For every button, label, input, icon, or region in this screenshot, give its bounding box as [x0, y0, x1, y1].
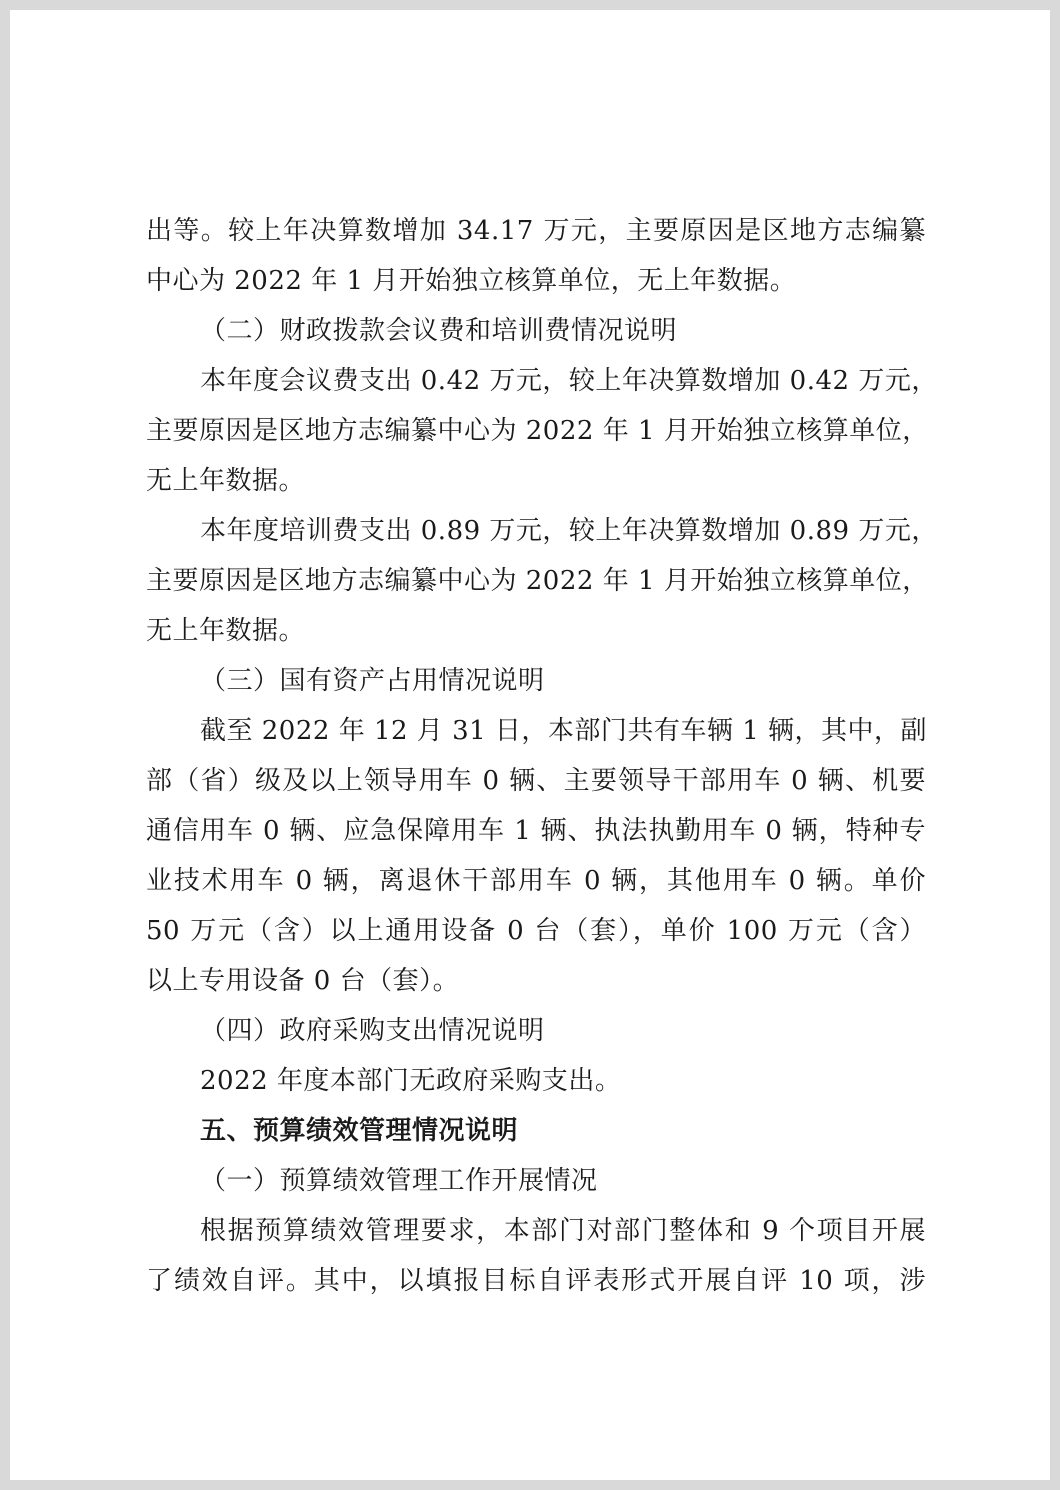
text-line: 根据预算绩效管理要求，本部门对部门整体和 9 个项目开展 — [200, 1216, 926, 1246]
text-line: 了绩效自评。其中，以填报目标自评表形式开展自评 10 项，涉 — [146, 1266, 926, 1296]
text-line: 主要原因是区地方志编纂中心为 2022 年 1 月开始独立核算单位， — [146, 416, 929, 446]
text-line: 通信用车 0 辆、应急保障用车 1 辆、执法执勤用车 0 辆，特种专 — [146, 816, 926, 846]
text-line: 部（省）级及以上领导用车 0 辆、主要领导干部用车 0 辆、机要 — [146, 766, 926, 796]
text-line: 截至 2022 年 12 月 31 日，本部门共有车辆 1 辆，其中，副 — [200, 716, 927, 746]
text-line: 中心为 2022 年 1 月开始独立核算单位，无上年数据。 — [146, 266, 797, 296]
section-heading: （四）政府采购支出情况说明 — [200, 1016, 545, 1046]
text-line: 2022 年度本部门无政府采购支出。 — [200, 1066, 622, 1096]
section-heading: （一）预算绩效管理工作开展情况 — [200, 1166, 598, 1196]
text-line: 本年度培训费支出 0.89 万元，较上年决算数增加 0.89 万元， — [200, 516, 938, 546]
text-line: 无上年数据。 — [146, 616, 306, 646]
document-page — [10, 10, 1050, 1480]
text-line: 出等。较上年决算数增加 34.17 万元，主要原因是区地方志编纂 — [146, 216, 926, 246]
chapter-heading: 五、预算绩效管理情况说明 — [200, 1116, 519, 1146]
section-heading: （三）国有资产占用情况说明 — [200, 666, 545, 696]
document-body — [146, 206, 938, 1306]
text-line: 无上年数据。 — [146, 466, 306, 496]
text-line: 业技术用车 0 辆，离退休干部用车 0 辆，其他用车 0 辆。单价 — [146, 866, 926, 896]
text-line: 50 万元（含）以上通用设备 0 台（套），单价 100 万元（含） — [146, 916, 926, 946]
text-line: 主要原因是区地方志编纂中心为 2022 年 1 月开始独立核算单位， — [146, 566, 929, 596]
text-line: 本年度会议费支出 0.42 万元，较上年决算数增加 0.42 万元， — [200, 366, 938, 396]
section-heading: （二）财政拨款会议费和培训费情况说明 — [200, 316, 678, 346]
text-line: 以上专用设备 0 台（套）。 — [146, 966, 460, 996]
